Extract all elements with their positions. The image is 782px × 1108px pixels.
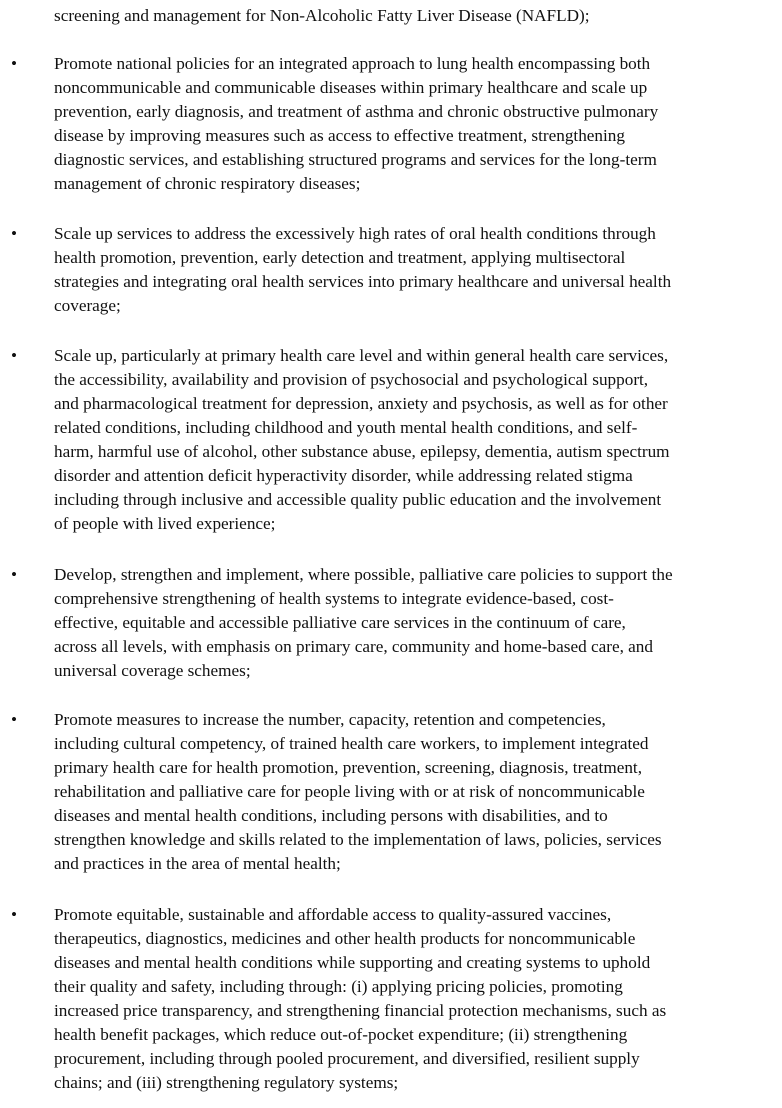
list-item-text [54, 903, 776, 1095]
text-line: disorder and attention deficit hyperactivity disorder, while addressing related stigma [54, 466, 633, 485]
text-line: increased price transparency, and strengthening financial protection mechanisms, such as [54, 1001, 667, 1020]
text-line: disease by improving measures such as access to effective treatment, strengthening [54, 126, 625, 145]
text-line: rehabilitation and palliative care for people living with or at risk of noncommunicable [54, 782, 645, 801]
text-line: health benefit packages, which reduce out-of-pocket expenditure; (ii) strengthening [54, 1025, 628, 1044]
text-line: diseases and mental health conditions while supporting and creating systems to uphold [54, 953, 651, 972]
text-line: including through inclusive and accessible quality public education and the involvement [54, 490, 662, 509]
text-line: diagnostic services, and establishing structured programs and services for the long-term [54, 150, 657, 169]
continued-paragraph-line: screening and management for Non-Alcoholic Fatty Liver Disease (NAFLD); [54, 6, 590, 25]
text-line: chains; and (iii) strengthening regulatory systems; [54, 1073, 399, 1092]
bullet-marker: • [11, 710, 18, 729]
text-line: noncommunicable and communicable diseases within primary healthcare and scale up [54, 78, 648, 97]
text-line: of people with lived experience; [54, 514, 276, 533]
text-line: primary health care for health promotion, prevention, screening, diagnosis, treatment, [54, 758, 643, 777]
text-line: diseases and mental health conditions, including persons with disabilities, and to [54, 806, 608, 825]
text-line: across all levels, with emphasis on primary care, community and home-based care, and [54, 637, 653, 656]
text-line: strategies and integrating oral health services into primary healthcare and universal health [54, 272, 672, 291]
text-line: and pharmacological treatment for depression, anxiety and psychosis, as well as for other [54, 394, 668, 413]
text-line: effective, equitable and accessible palliative care services in the continuum of care, [54, 613, 626, 632]
text-line: Promote national policies for an integrated approach to lung health encompassing both [54, 54, 651, 73]
text-line: strengthen knowledge and skills related to the implementation of laws, policies, services [54, 830, 662, 849]
text-line: management of chronic respiratory diseases; [54, 174, 361, 193]
list-item-text [54, 563, 776, 683]
text-line: prevention, early diagnosis, and treatment of asthma and chronic obstructive pulmonary [54, 102, 659, 121]
text-line: their quality and safety, including through: (i) applying pricing policies, promoting [54, 977, 623, 996]
text-line: Scale up, particularly at primary health care level and within general health care services, [54, 346, 669, 365]
text-line: coverage; [54, 296, 121, 315]
list-item-text [54, 344, 776, 536]
text-line: universal coverage schemes; [54, 661, 251, 680]
list-item-text [54, 708, 776, 876]
text-line: comprehensive strengthening of health systems to integrate evidence-based, cost- [54, 589, 614, 608]
text-line: related conditions, including childhood and youth mental health conditions, and self- [54, 418, 638, 437]
bullet-marker: • [11, 905, 18, 924]
text-line: harm, harmful use of alcohol, other substance abuse, epilepsy, dementia, autism spectrum [54, 442, 670, 461]
text-line: and practices in the area of mental health; [54, 854, 341, 873]
text-line: therapeutics, diagnostics, medicines and other health products for noncommunicable [54, 929, 636, 948]
bullet-marker: • [11, 565, 18, 584]
text-line: including cultural competency, of trained health care workers, to implement integrated [54, 734, 649, 753]
bullet-marker: • [11, 224, 18, 243]
bullet-marker: • [11, 54, 18, 73]
text-line: Scale up services to address the excessively high rates of oral health conditions through [54, 224, 656, 243]
list-item-text [54, 52, 776, 196]
text-line: Promote equitable, sustainable and affordable access to quality-assured vaccines, [54, 905, 612, 924]
text-line: health promotion, prevention, early detection and treatment, applying multisectoral [54, 248, 626, 267]
text-line: procurement, including through pooled procurement, and diversified, resilient supply [54, 1049, 640, 1068]
text-line: the accessibility, availability and provision of psychosocial and psychological support, [54, 370, 649, 389]
text-line: Promote measures to increase the number, capacity, retention and competencies, [54, 710, 606, 729]
bullet-marker: • [11, 346, 18, 365]
list-item-text [54, 222, 776, 318]
text-line: Develop, strengthen and implement, where possible, palliative care policies to support the [54, 565, 673, 584]
